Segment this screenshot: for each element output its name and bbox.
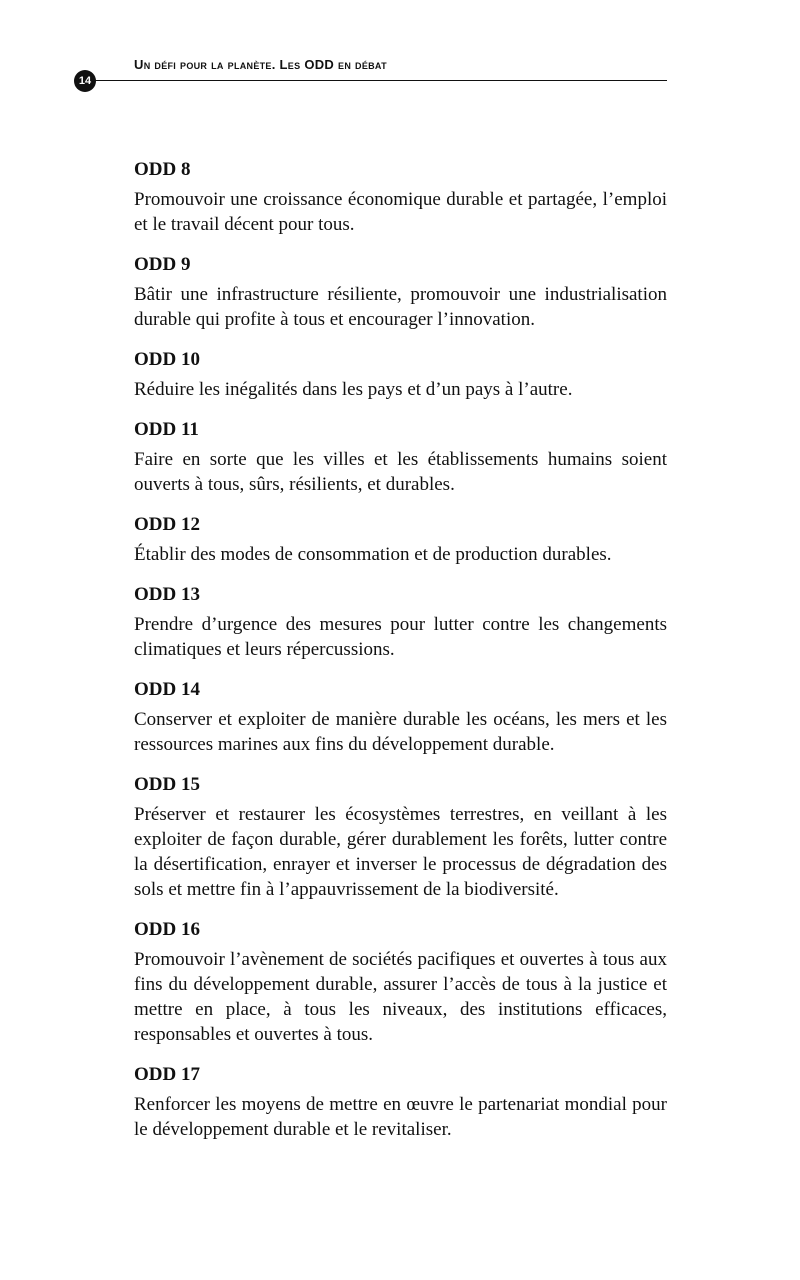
goal-text: Faire en sorte que les villes et les établissements humains soient ouverts à tous, sûrs, résilients, et durables.	[134, 449, 667, 495]
page-number: 14	[74, 70, 96, 92]
goal-odd-14	[134, 678, 667, 757]
goal-text: Promouvoir l’avènement de sociétés pacifiques et ouvertes à tous aux fins du développement durable, assurer l’accès de tous à la justice et mettre en place, à tous les niveaux, des institutions efficaces, responsables et ouvertes à tous.	[134, 949, 667, 1045]
header-rule	[90, 80, 667, 81]
goal-text: Prendre d’urgence des mesures pour lutter contre les changements climatiques et leurs répercussions.	[134, 614, 667, 660]
goal-title: ODD 8	[134, 159, 191, 180]
goal-title: ODD 17	[134, 1064, 200, 1085]
goal-title: ODD 9	[134, 254, 191, 275]
goal-odd-9	[134, 253, 667, 332]
goal-text: Promouvoir une croissance économique durable et partagée, l’emploi et le travail décent pour tous.	[134, 189, 667, 235]
goal-text: Préserver et restaurer les écosystèmes terrestres, en veillant à les exploiter de façon durable, gérer durablement les forêts, lutter contre la désertification, enrayer et inverser le processus de dégradation des sols et mettre fin à l’appauvrissement de la biodiversité.	[134, 804, 667, 900]
goal-title: ODD 11	[134, 419, 199, 440]
goal-text: Renforcer les moyens de mettre en œuvre le partenariat mondial pour le développement durable et le revitaliser.	[134, 1094, 667, 1140]
goal-title: ODD 15	[134, 774, 200, 795]
goal-odd-17	[134, 1063, 667, 1142]
goal-odd-16	[134, 918, 667, 1047]
goal-odd-8	[134, 158, 667, 237]
running-head: Un défi pour la planète. Les ODD en débat	[134, 57, 387, 72]
goal-odd-10	[134, 348, 667, 402]
goal-odd-12	[134, 513, 667, 567]
goal-text: Réduire les inégalités dans les pays et d’un pays à l’autre.	[134, 379, 573, 400]
goal-title: ODD 13	[134, 584, 200, 605]
goal-title: ODD 10	[134, 349, 200, 370]
goals-list	[134, 158, 667, 1158]
goal-odd-11	[134, 418, 667, 497]
goal-odd-13	[134, 583, 667, 662]
goal-text: Bâtir une infrastructure résiliente, promouvoir une industrialisation durable qui profite à tous et encourager l’innovation.	[134, 284, 667, 330]
goal-text: Conserver et exploiter de manière durable les océans, les mers et les ressources marines aux fins du développement durable.	[134, 709, 667, 755]
goal-title: ODD 12	[134, 514, 200, 535]
goal-title: ODD 16	[134, 919, 200, 940]
goal-text: Établir des modes de consommation et de production durables.	[134, 544, 612, 565]
goal-title: ODD 14	[134, 679, 200, 700]
goal-odd-15	[134, 773, 667, 902]
